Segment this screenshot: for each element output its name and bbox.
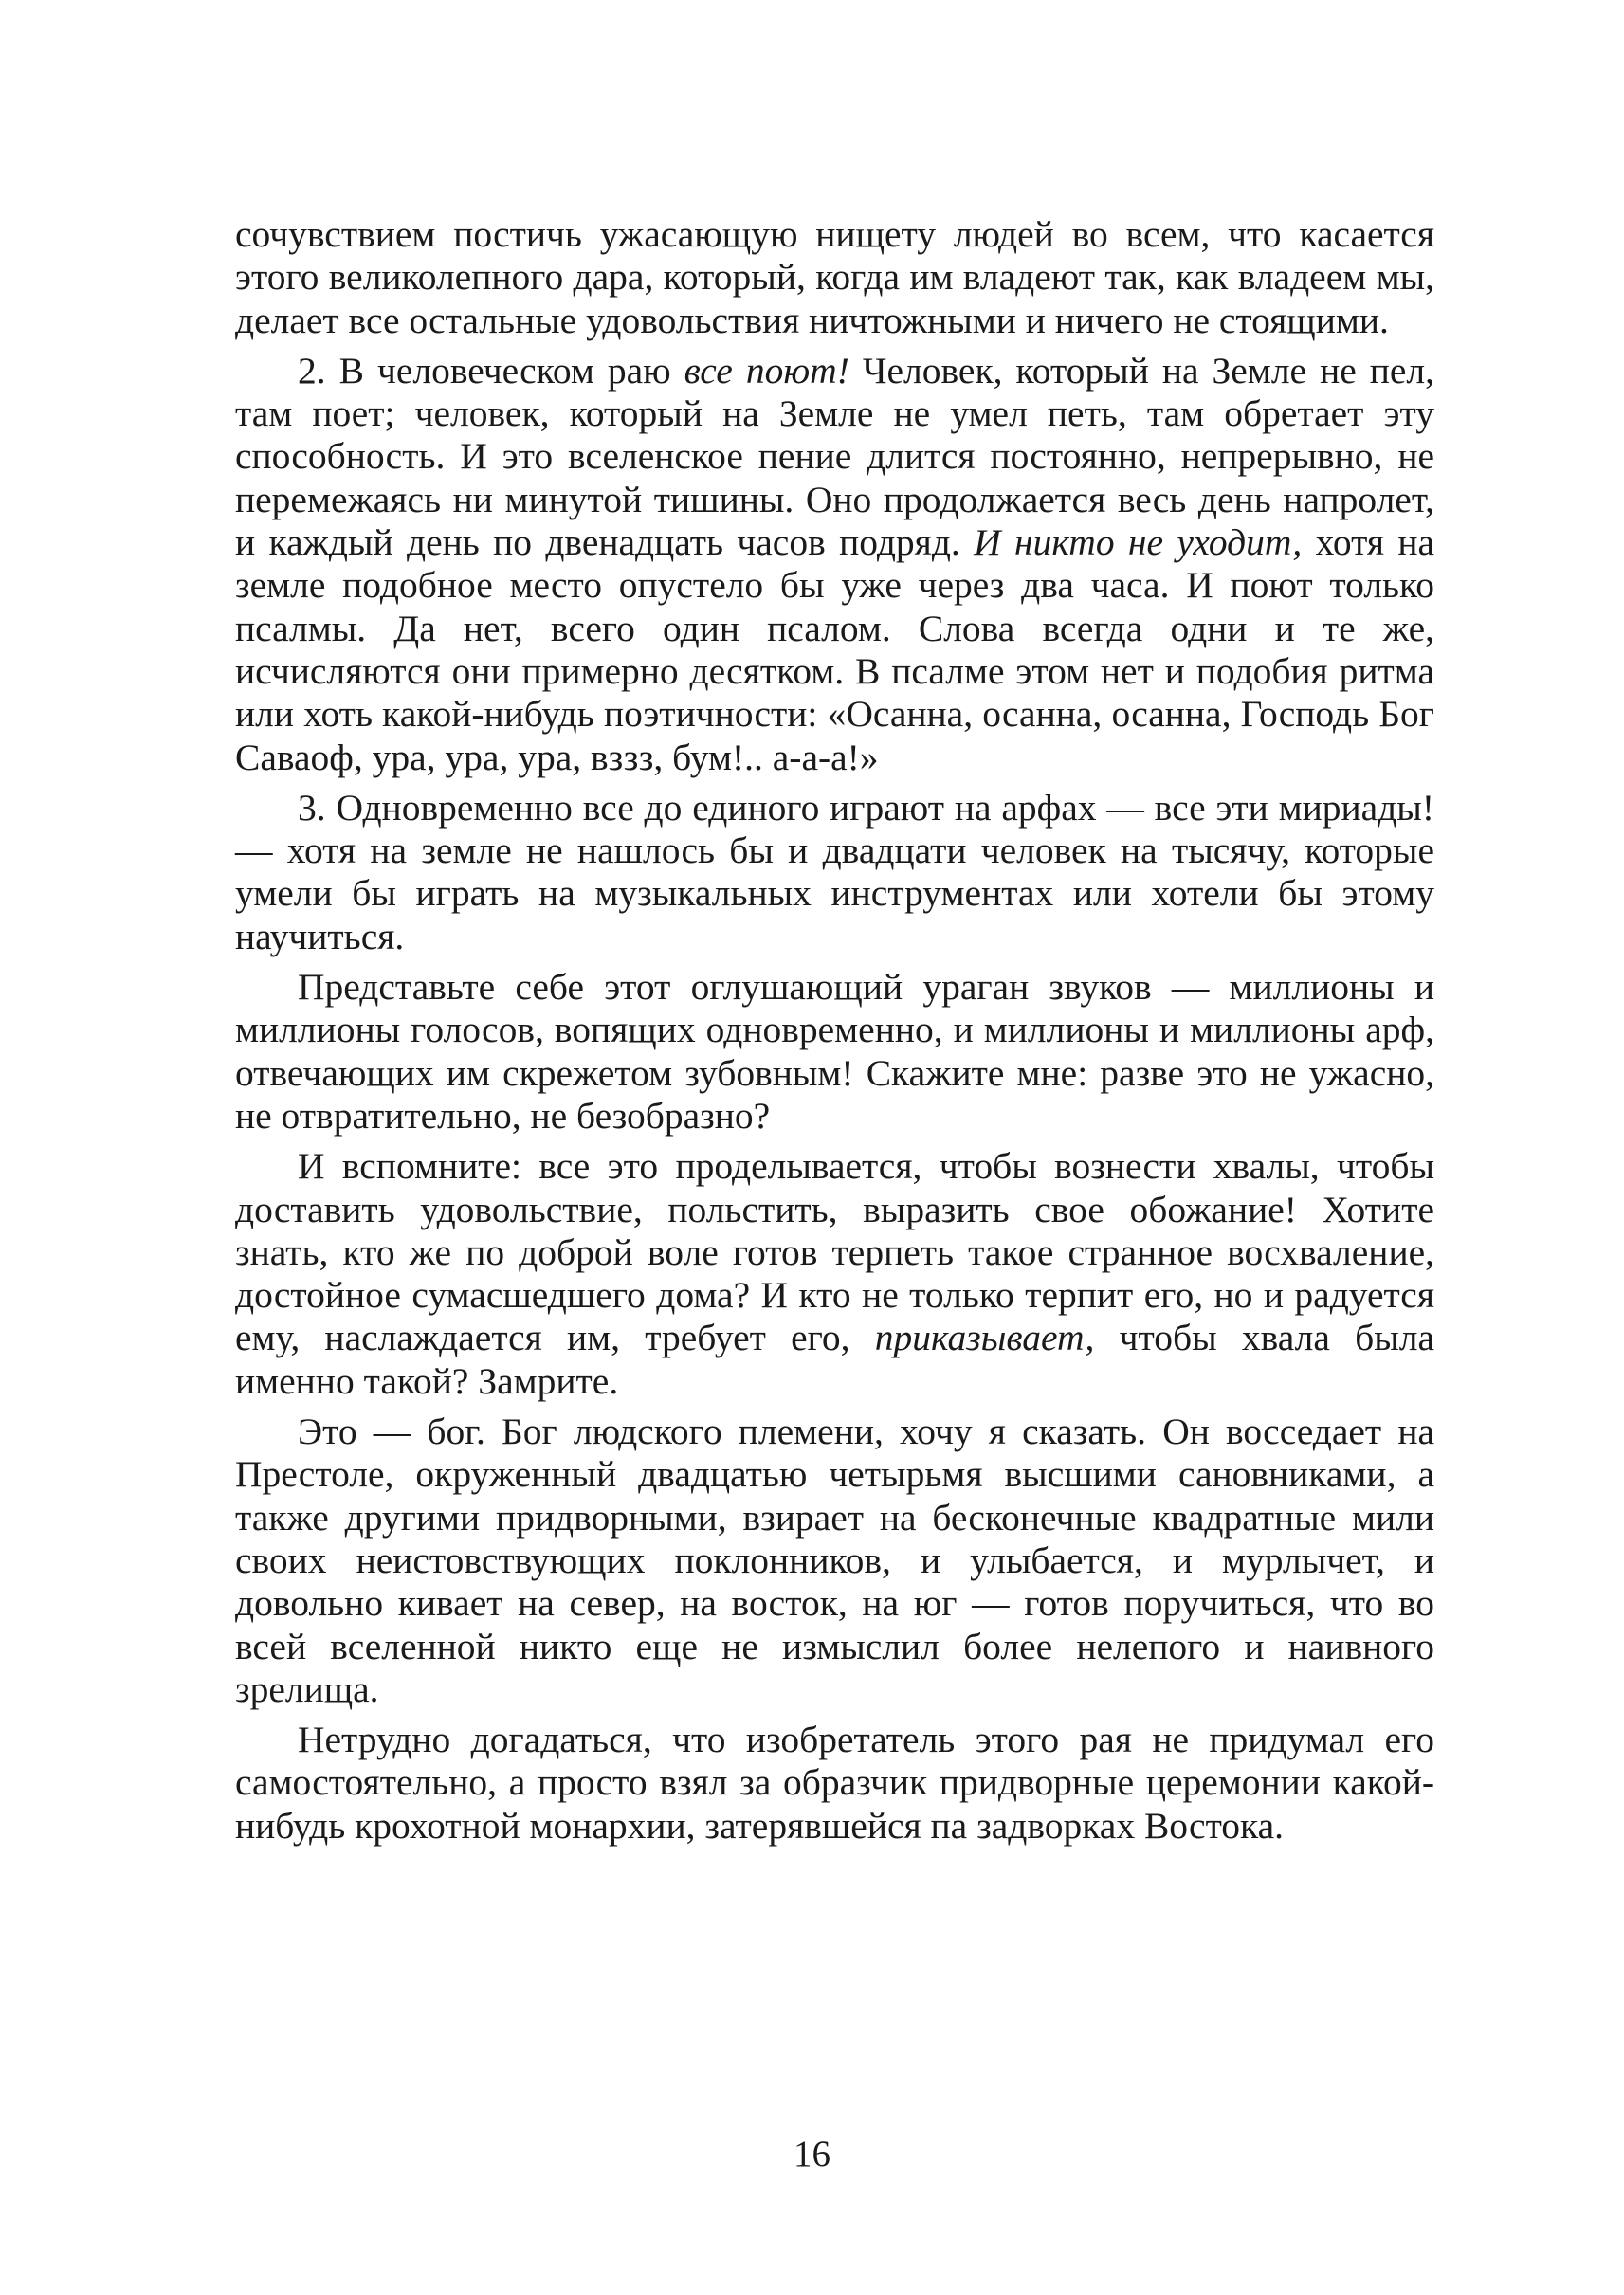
paragraph-text: чтобы хвала была именно такой? Замрите. bbox=[235, 1317, 1434, 1402]
italic-phrase: И никто не уходит, bbox=[974, 521, 1303, 564]
paragraph-text: Нетрудно догадаться, что изобретатель этого рая не придумал его самостоятельно, а просто взял за образчик придворные церемонии какой-нибудь крохотной монархии, затерявшейся па задворках Востока. bbox=[235, 1719, 1434, 1847]
paragraph-text: Человек, который на Земле не пел, там поет; человек, который на Земле не умел петь, там обретает эту способность. И это вселенское пение длится постоянно, непрерывно, не перемежаясь ни минутой тишины. Оно продолжается весь день напролет, и каждый день по двенадцать часов подряд. bbox=[235, 349, 1434, 564]
italic-phrase: все поют! bbox=[684, 349, 849, 392]
paragraph-text: И вспомните: все это проделывается, чтобы вознести хвалы, чтобы доставить удовольствие, польстить, выразить свое обожание! Хотите знать, кто же по доброй воле готов терпеть такое странное восхваление, достойное сумасшедшего дома? И кто не только терпит его, но и радуется ему, наслаждается им, требует его, bbox=[235, 1145, 1434, 1359]
paragraph bbox=[235, 1719, 1434, 1848]
paragraph bbox=[235, 1145, 1434, 1403]
paragraph-text: 2. В человеческом раю bbox=[298, 349, 684, 392]
paragraph-item-2 bbox=[235, 350, 1434, 779]
paragraph-item-3 bbox=[235, 787, 1434, 958]
paragraph bbox=[235, 1411, 1434, 1711]
paragraph-text: сочувствием постичь ужасающую нищету людей во всем, что касается этого великолепного дара, который, когда им владеют так, как владеем мы, делает все остальные удовольствия ничтожными и ничего не стоящими. bbox=[235, 213, 1434, 341]
paragraph-text: Это — бог. Бог людского племени, хочу я сказать. Он восседает на Престоле, окруженный двадцатью четырьмя высшими сановниками, а также другими придворными, взирает на бесконечные квадратные мили своих неистовствующих поклонников, и улыбается, и мурлычет, и довольно кивает на север, на восток, на юг — готов поручиться, что во всей вселенной никто еще не измыслил более нелепого и наивного зрелища. bbox=[235, 1411, 1434, 1710]
paragraph-text: Представьте себе этот оглушающий ураган звуков — миллионы и миллионы голосов, вопящих одновременно, и миллионы и миллионы арф, отвечающих им скрежетом зубовным! Скажите мне: разве это не ужасно, не отвратительно, не безобразно? bbox=[235, 966, 1434, 1137]
paragraph-text: хотя на земле подобное место опустело бы уже через два часа. И поют только псалмы. Да нет, всего один псалом. Слова всегда одни и те же, исчисляются они примерно десятком. В псалме этом нет и подобия ритма или хоть какой-нибудь поэтичности: «Осанна, осанна, осанна, Господь Бог Саваоф, ура, ура, ура, вззз, бум!.. а-а-а!» bbox=[235, 521, 1435, 778]
italic-phrase: приказывает, bbox=[874, 1317, 1095, 1359]
paragraph bbox=[235, 966, 1434, 1138]
page-number: 16 bbox=[794, 2134, 830, 2175]
paragraph-text: 3. Одновременно все до единого играют на арфах — все эти мириады! — хотя на земле не нашлось бы и двадцати человек на тысячу, которые умели бы играть на музыкальных инструментах или хотели бы этому научиться. bbox=[235, 786, 1434, 957]
page-body-text bbox=[235, 213, 1434, 1848]
paragraph-continued bbox=[235, 213, 1434, 342]
